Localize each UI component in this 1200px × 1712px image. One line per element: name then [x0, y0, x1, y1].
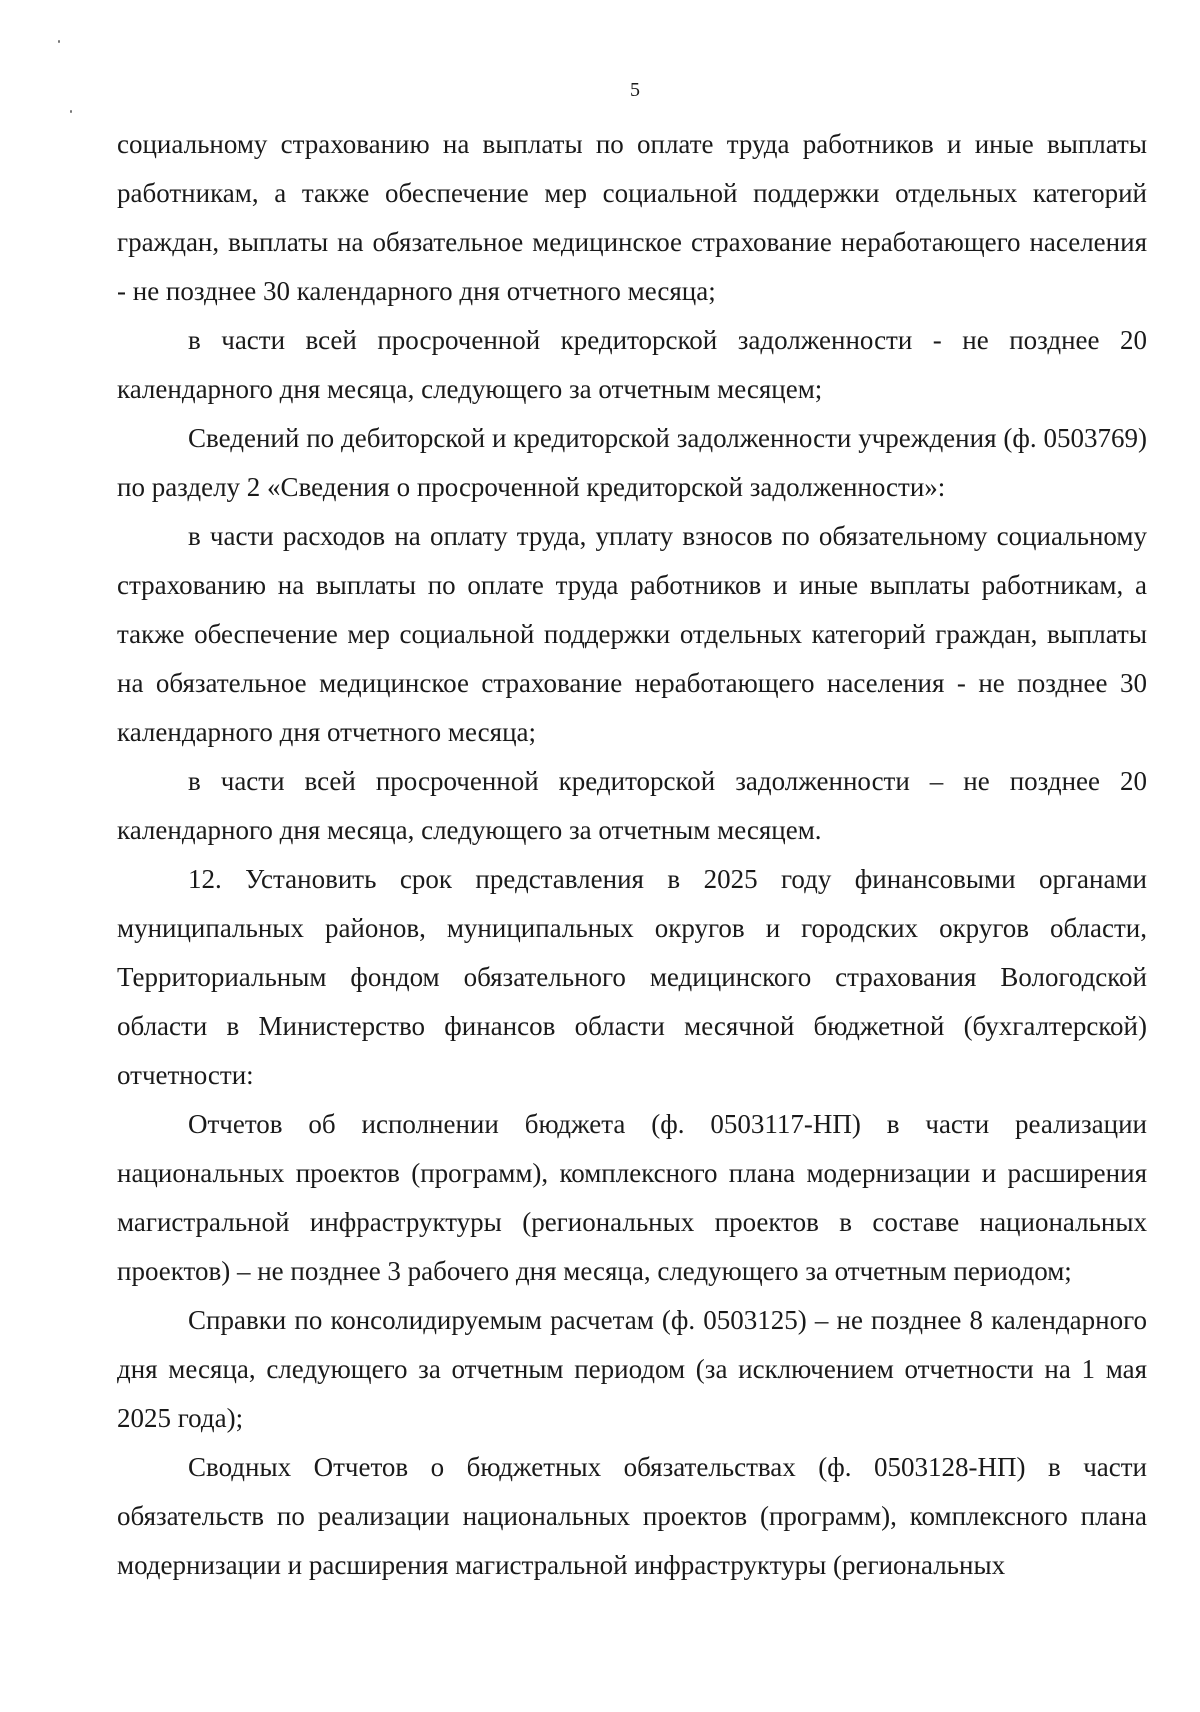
paragraph-budget-obligations: Сводных Отчетов о бюджетных обязательствах (ф. 0503128-НП) в части обязательств по реализации национальных проектов (программ), комплексного плана модернизации и расширения магистральной инфраструктуры (региональных [117, 1452, 1147, 1580]
paragraph-labor-expenses: в части расходов на оплату труда, уплату взносов по обязательному социальному страхованию на выплаты по оплате труда работников и иные выплаты работникам, а также обеспечение мер социальной поддержки отдельных категорий граждан, выплаты на обязательное медицинское страхование неработающего населения - не позднее 30 календарного дня отчетного месяца; [117, 521, 1147, 747]
scan-speck [58, 40, 60, 43]
paragraph-debt-info: Сведений по дебиторской и кредиторской задолженности учреждения (ф. 0503769) по разделу 2 «Сведения о просроченной кредиторской задолженности»: [117, 423, 1147, 502]
paragraph-item-12: 12. Установить срок представления в 2025 году финансовыми органами муниципальных районов, муниципальных округов и городских округов области, Территориальным фондом обязательного медицинского страхования Вологодской области в Министерство финансов области месячной бюджетной (бухгалтерской) отчетности: [117, 864, 1147, 1090]
paragraph-consolidated-calculations: Справки по консолидируемым расчетам (ф. 0503125) – не позднее 8 календарного дня месяца, следующего за отчетным периодом (за исключением отчетности на 1 мая 2025 года); [117, 1305, 1147, 1433]
page-number: 5 [630, 79, 640, 101]
document-body [117, 120, 1147, 1590]
paragraph-overdue-debt-2: в части всей просроченной кредиторской задолженности – не позднее 20 календарного дня месяца, следующего за отчетным месяцем. [117, 766, 1147, 845]
scan-speck [70, 110, 72, 113]
paragraph-overdue-debt-1: в части всей просроченной кредиторской задолженности - не позднее 20 календарного дня месяца, следующего за отчетным месяцем; [117, 325, 1147, 404]
paragraph-continuation: социальному страхованию на выплаты по оплате труда работников и иные выплаты работникам, а также обеспечение мер социальной поддержки отдельных категорий граждан, выплаты на обязательное медицинское страхование неработающего населения - не позднее 30 календарного дня отчетного месяца; [117, 129, 1147, 306]
paragraph-budget-reports: Отчетов об исполнении бюджета (ф. 0503117-НП) в части реализации национальных проектов (программ), комплексного плана модернизации и расширения магистральной инфраструктуры (региональных проектов в составе национальных проектов) – не позднее 3 рабочего дня месяца, следующего за отчетным периодом; [117, 1109, 1147, 1286]
